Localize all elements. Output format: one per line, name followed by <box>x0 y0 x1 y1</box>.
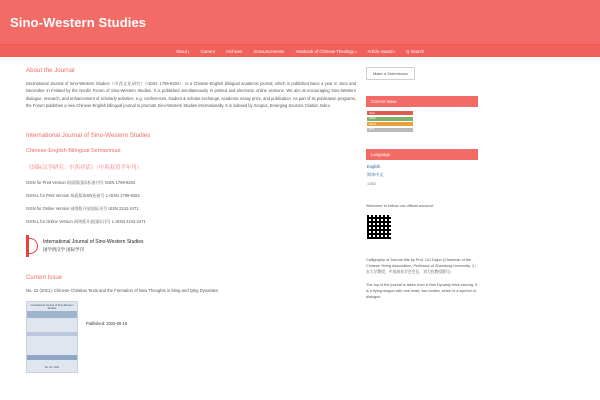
feed-link-rss1[interactable]: RSS1 <box>367 122 413 126</box>
nav-item-label: Q Search <box>406 48 425 54</box>
nav-item-about[interactable] <box>176 49 190 54</box>
sidebar <box>366 67 478 373</box>
issue-metadata <box>86 301 127 373</box>
site-title: Sino-Western Studies <box>10 14 147 30</box>
nav-item-archives[interactable] <box>226 49 242 54</box>
issn-l-print: ISSN-L for Print Version 纸质版ISSN连接号 L-ISSN 1799-8204 <box>26 192 140 198</box>
journal-logo-text-cn: 国学西汉学 国际学刊 <box>43 246 84 252</box>
published-date: 2022-05-15 <box>106 320 128 326</box>
widget-calligraphy-note <box>366 257 478 300</box>
chevron-down-icon: ▾ <box>187 49 190 54</box>
widget-title: Current Issue <box>366 96 478 107</box>
issn-l-online: ISSN-L for Online Version 网络版开放国际刊号 L-ISSN 2242-2471 <box>26 218 146 224</box>
feed-links <box>367 111 478 132</box>
published-label: Published: <box>86 320 106 326</box>
issn-online: ISSN for Online Version 网络版开放国际刊号 ISSN 2242-2471 <box>26 205 139 211</box>
issue-cover-image[interactable] <box>26 301 78 373</box>
feed-link-rss[interactable]: RSS <box>367 128 413 132</box>
language-link-chinese[interactable]: 简体中文 <box>367 171 384 177</box>
issn-print: ISSN for Print Version 纸质版国际标准刊号 ISSN 1799-8204 <box>26 179 136 185</box>
journal-identity-block <box>26 132 356 225</box>
nav-item-label: Announcements <box>253 48 285 54</box>
nav-item-label: About <box>175 48 187 54</box>
site-header <box>0 0 600 44</box>
widget-title: Language <box>366 149 478 160</box>
cover-band <box>27 311 77 318</box>
nav-item-announcements[interactable] <box>253 49 284 54</box>
widget-language <box>366 149 478 186</box>
nav-item-current[interactable] <box>201 49 215 54</box>
nav-item-label: Current <box>200 48 215 54</box>
primary-navigation <box>0 44 600 57</box>
nav-item-label: Article Award <box>367 48 393 54</box>
nav-item-yearbook-of-chinese-theology[interactable] <box>295 49 356 54</box>
current-issue-heading: Current Issue <box>26 274 63 281</box>
feed-link-rss2[interactable]: RSS2 <box>367 117 413 121</box>
chevron-down-icon: ▾ <box>393 49 396 54</box>
feed-link-atom[interactable]: Atom <box>367 111 413 115</box>
language-widget-note: 1/362 <box>367 181 376 186</box>
journal-logo <box>26 235 356 257</box>
cover-band <box>27 355 77 360</box>
qr-code-icon <box>366 214 392 240</box>
widget-official-account <box>366 203 478 241</box>
logo-description: The top of the journal is taken from a Han Dynasty brick carving. It is a flying dragon with one head, two bodies, which is a symbol of dialogue. <box>366 282 478 300</box>
journal-title-cn: 《国际汉学研究：中西对话》（中英双语半年刊） <box>26 164 142 171</box>
journal-logo-mark-icon <box>26 235 39 257</box>
logo-swoosh <box>29 238 38 254</box>
current-issue-article-title[interactable]: No. 22 (2021): Chinese Christian Texts and the Formation of New Thoughts in Ming and Qing Dynasties <box>26 287 219 293</box>
nav-item-search[interactable] <box>406 49 424 54</box>
about-journal-text: International Journal of Sino-Western Studies（中西文化研究）（ISSN: 1799-8204） is a Chinese-English bilingual academic journal, which is published twice a year in June and December in Finland by the Nordic Forum of Sino-Western Studies. It is published simultaneously in printed and electronic online versions. We aim at encouraging Sino-Western dialogue, research, and enhancement of scholarly activities, e.g. conferences, student & scholar exchange, academic essay prize, and publication. As part of its publication programs, the Forum publishes a new Chinese-English bilingual journal to promote Sino-Western Studies internationally. It is indexed by Scopus, Emerging Sources Citation Index. <box>26 81 356 109</box>
issue-cover-title: International Journal of Sino-Western Studies <box>30 303 74 310</box>
nav-item-article-award[interactable] <box>368 49 396 54</box>
widget-current-issue <box>366 96 478 132</box>
current-issue-row <box>26 301 356 373</box>
chevron-down-icon: ▾ <box>354 49 357 54</box>
nav-item-label: Archives <box>225 48 243 54</box>
journal-logo-text-en: International Journal of Sino-Western Studies <box>43 238 144 245</box>
issue-cover-footer: No. 22 / 2021 <box>44 365 60 369</box>
page-content <box>0 57 600 373</box>
make-a-submission-button[interactable]: Make a Submission <box>366 67 415 80</box>
journal-logo-text <box>43 239 144 253</box>
language-link-english[interactable]: English <box>367 163 381 169</box>
nav-item-label: Yearbook of Chinese Theology <box>295 48 354 54</box>
current-issue-section <box>26 275 356 373</box>
page-title: About the Journal <box>26 67 75 74</box>
follow-text: Welcome to follow our official account: <box>366 202 434 208</box>
journal-subtitle-en: Chinese-English Bilingual Semiannual <box>26 147 121 154</box>
cover-band <box>27 332 77 336</box>
calligraphy-credit: Calligraphy of Journal title by Prof. LIU Dajun (Chairman of the Chinese Yixing Association, Professor of Shandong University, 山东大学教授，中国周易学会会长，刘大钧教授题写) <box>366 258 476 275</box>
main-column <box>26 67 356 373</box>
journal-title-en: International Journal of Sino-Western Studies <box>26 131 151 139</box>
